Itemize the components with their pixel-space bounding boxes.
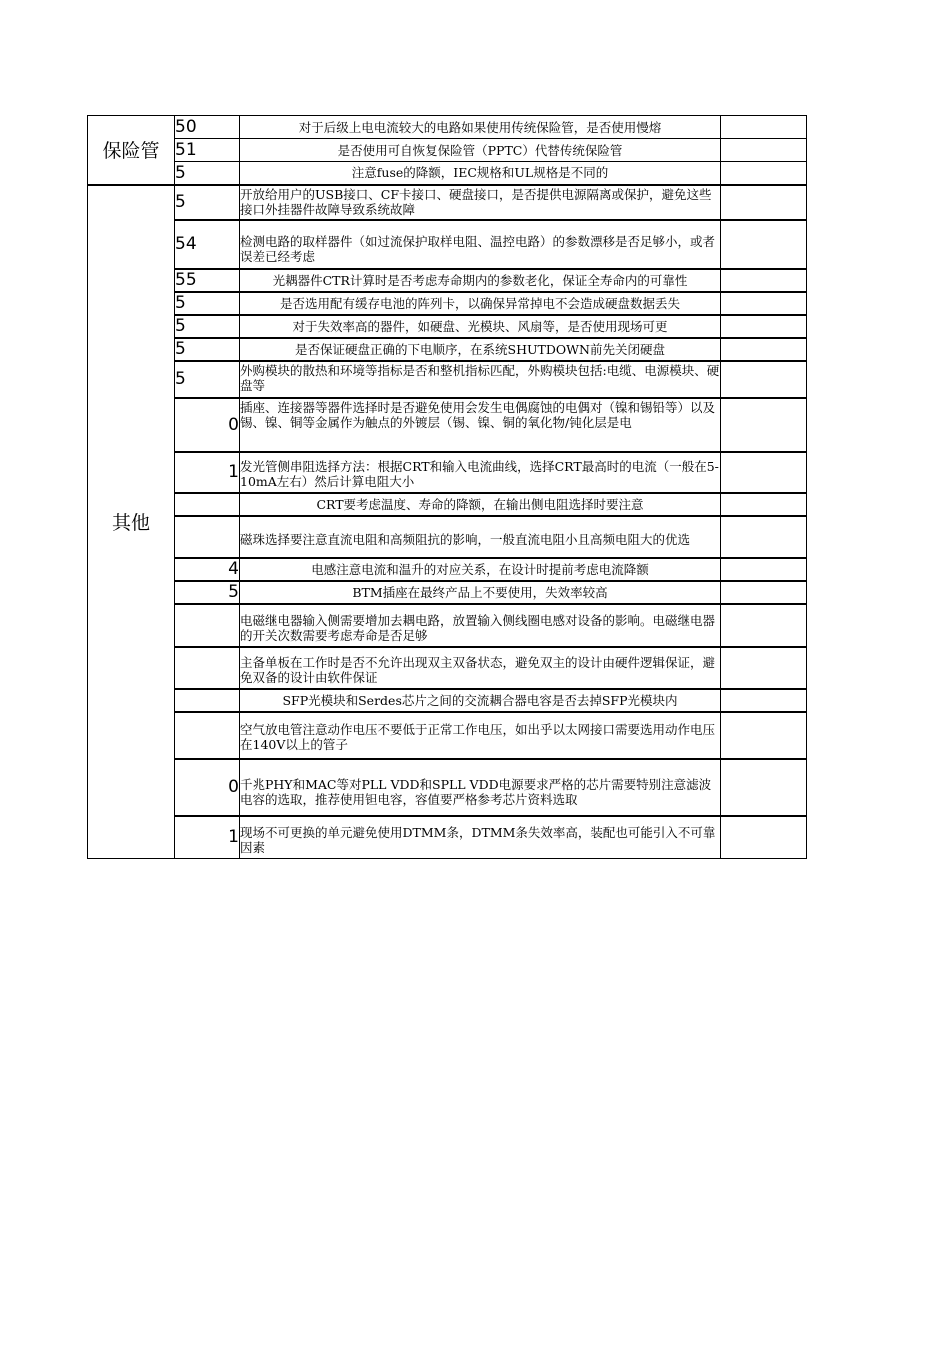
item-text: 是否使用可自恢复保险管（PPTC）代替传统保险管: [240, 139, 721, 162]
result-cell[interactable]: [721, 269, 807, 292]
item-text: 注意fuse的降额，IEC规格和UL规格是不同的: [240, 162, 721, 185]
result-cell[interactable]: [721, 581, 807, 604]
item-number: 5: [175, 361, 240, 398]
item-number: 55: [175, 269, 240, 292]
item-number: [175, 516, 240, 558]
table-row: [88, 759, 807, 816]
result-cell[interactable]: [721, 220, 807, 269]
table-row: [88, 162, 807, 185]
item-text: 开放给用户的USB接口、CF卡接口、硬盘接口，是否提供电源隔离或保护，避免这些接口外挂器件故障导致系统故障: [240, 185, 721, 220]
table-row: [88, 816, 807, 859]
item-text: 光耦器件CTR计算时是否考虑寿命期内的参数老化，保证全寿命内的可靠性: [240, 269, 721, 292]
table-row: [88, 361, 807, 398]
result-cell[interactable]: [721, 647, 807, 689]
table-row: [88, 220, 807, 269]
table-row: [88, 452, 807, 493]
item-text: 对于失效率高的器件，如硬盘、光模块、风扇等，是否使用现场可更: [240, 315, 721, 338]
table-row: [88, 185, 807, 220]
result-cell[interactable]: [721, 361, 807, 398]
table-row: [88, 712, 807, 759]
item-number: 1: [175, 816, 240, 859]
item-number: 5: [175, 162, 240, 185]
table-row: [88, 398, 807, 452]
item-text: 主备单板在工作时是否不允许出现双主双备状态，避免双主的设计由硬件逻辑保证，避免双备的设计由软件保证: [240, 647, 721, 689]
item-text: SFP光模块和Serdes芯片之间的交流耦合器电容是否去掉SFP光模块内: [240, 689, 721, 712]
result-cell[interactable]: [721, 558, 807, 581]
result-cell[interactable]: [721, 139, 807, 162]
item-text: 插座、连接器等器件选择时是否避免使用会发生电偶腐蚀的电偶对（镍和锡铅等）以及锡、镍、铜等金属作为触点的外镀层（锡、镍、铜的氧化物/钝化层是电: [240, 398, 721, 452]
item-text: 千兆PHY和MAC等对PLL VDD和SPLL VDD电源要求严格的芯片需要特别注意滤波电容的选取，推荐使用钽电容，容值要严格参考芯片资料选取: [240, 759, 721, 816]
result-cell[interactable]: [721, 338, 807, 361]
item-number: 51: [175, 139, 240, 162]
item-number: 54: [175, 220, 240, 269]
item-text: 是否选用配有缓存电池的阵列卡，以确保异常掉电不会造成硬盘数据丢失: [240, 292, 721, 315]
result-cell[interactable]: [721, 162, 807, 185]
item-number: 0: [175, 759, 240, 816]
item-number: [175, 689, 240, 712]
table-row: [88, 689, 807, 712]
category-other: 其他: [88, 185, 175, 859]
item-text: 对于后级上电电流较大的电路如果使用传统保险管，是否使用慢熔: [240, 116, 721, 139]
item-text: 磁珠选择要注意直流电阻和高频阻抗的影响，一般直流电阻小且高频电阻大的优选: [240, 516, 721, 558]
item-number: [175, 647, 240, 689]
item-number: [175, 712, 240, 759]
table-row: [88, 338, 807, 361]
item-number: 5: [175, 185, 240, 220]
item-text: 是否保证硬盘正确的下电顺序，在系统SHUTDOWN前先关闭硬盘: [240, 338, 721, 361]
table-row: [88, 647, 807, 689]
table-row: [88, 558, 807, 581]
item-text: 现场不可更换的单元避免使用DTMM条，DTMM条失效率高，装配也可能引入不可靠因素: [240, 816, 721, 859]
item-text: 空气放电管注意动作电压不要低于正常工作电压，如出乎以太网接口需要选用动作电压在140V以上的管子: [240, 712, 721, 759]
result-cell[interactable]: [721, 759, 807, 816]
item-number: [175, 493, 240, 516]
result-cell[interactable]: [721, 604, 807, 647]
item-number: 5: [175, 338, 240, 361]
result-cell[interactable]: [721, 452, 807, 493]
item-text: 发光管侧串阻选择方法：根据CRT和输入电流曲线，选择CRT最高时的电流（一般在5-10mA左右）然后计算电阻大小: [240, 452, 721, 493]
item-number: [175, 604, 240, 647]
result-cell[interactable]: [721, 315, 807, 338]
result-cell[interactable]: [721, 398, 807, 452]
table-row: [88, 604, 807, 647]
result-cell[interactable]: [721, 689, 807, 712]
item-text: 电磁继电器输入侧需要增加去耦电路，放置输入侧线圈电感对设备的影响。电磁继电器的开关次数需要考虑寿命是否足够: [240, 604, 721, 647]
result-cell[interactable]: [721, 712, 807, 759]
item-number: 0: [175, 398, 240, 452]
category-fuse: 保险管: [88, 116, 175, 185]
result-cell[interactable]: [721, 292, 807, 315]
item-number: 1: [175, 452, 240, 493]
table-row: [88, 139, 807, 162]
result-cell[interactable]: [721, 516, 807, 558]
table-row: [88, 269, 807, 292]
result-cell[interactable]: [721, 493, 807, 516]
table-row: [88, 516, 807, 558]
item-number: 5: [175, 315, 240, 338]
item-number: 5: [175, 292, 240, 315]
item-text: 检测电路的取样器件（如过流保护取样电阻、温控电路）的参数漂移是否足够小，或者误差已经考虑: [240, 220, 721, 269]
item-number: 4: [175, 558, 240, 581]
result-cell[interactable]: [721, 116, 807, 139]
table-row: [88, 581, 807, 604]
item-number: 50: [175, 116, 240, 139]
result-cell[interactable]: [721, 816, 807, 859]
item-text: 外购模块的散热和环境等指标是否和整机指标匹配，外购模块包括:电缆、电源模块、硬盘等: [240, 361, 721, 398]
table-row: [88, 315, 807, 338]
item-text: CRT要考虑温度、寿命的降额，在输出侧电阻选择时要注意: [240, 493, 721, 516]
item-text: 电感注意电流和温升的对应关系，在设计时提前考虑电流降额: [240, 558, 721, 581]
result-cell[interactable]: [721, 185, 807, 220]
checklist-table: [87, 115, 807, 859]
table-row: [88, 116, 807, 139]
table-row: [88, 292, 807, 315]
table-row: [88, 493, 807, 516]
item-number: 5: [175, 581, 240, 604]
item-text: BTM插座在最终产品上不要使用，失效率较高: [240, 581, 721, 604]
